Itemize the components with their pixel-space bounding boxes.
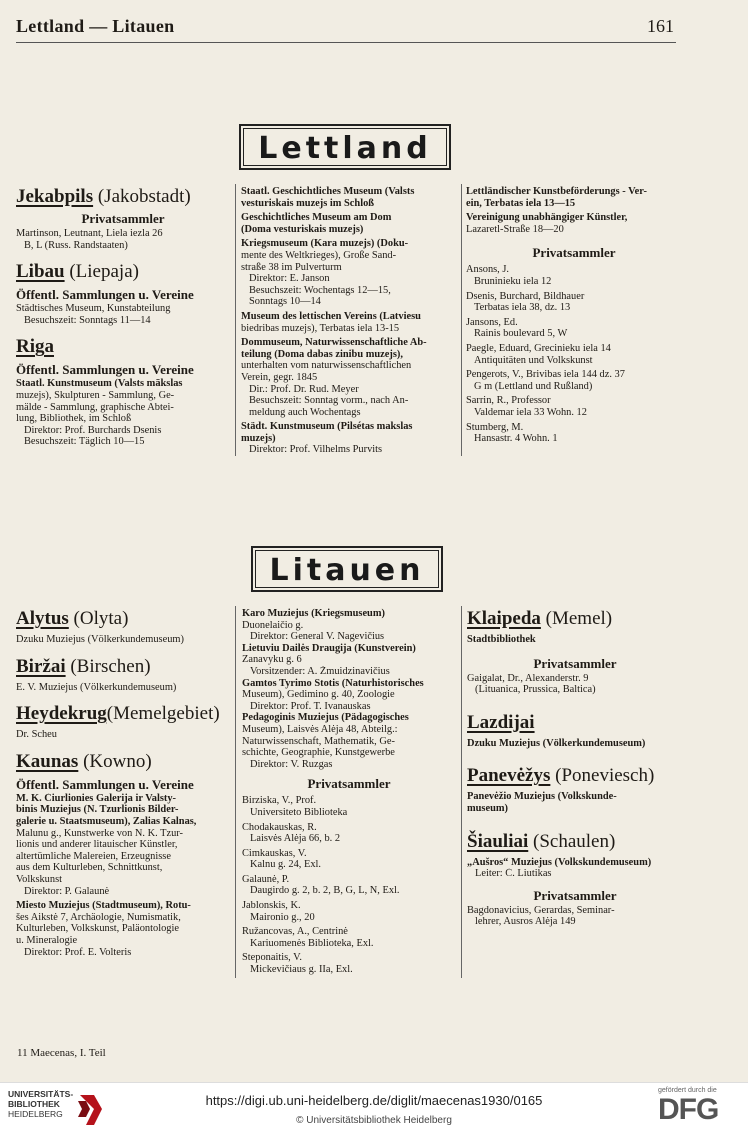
text-line: Vorsitzender: A. Žmuidzinavičius — [250, 665, 390, 677]
text-line: Dr. Scheu — [16, 729, 57, 741]
text-line: Universiteto Biblioteka — [250, 806, 348, 818]
text-line: Besuchszeit: Sonntag vorm., nach An- — [249, 395, 409, 407]
city-heading-panevezys: Panevėžys (Poneviesch) — [467, 765, 655, 787]
text-line: lionis und anderer litauischer Künstler, — [16, 839, 178, 851]
text-line: Jansons, Ed. — [466, 316, 518, 328]
text-line: altertümliche Malereien, Erzeugnisse — [16, 850, 171, 862]
text-line: Ansons, J. — [466, 264, 510, 276]
city-heading-lazdijai: Lazdijai — [467, 711, 535, 733]
column-divider — [235, 184, 236, 456]
text-line: Malunu g., Kunstwerke von N. K. Tzur- — [16, 827, 183, 839]
text-line: muzejs), Skulpturen - Sammlung, Ge- — [16, 389, 175, 401]
text-line: Dzuku Muziejus (Völkerkundemuseum) — [16, 634, 184, 645]
header-rule — [16, 42, 676, 43]
text-line: Städt. Kunstmuseum (Pilsétas makslas — [241, 421, 413, 433]
text-line: Hansastr. 4 Wohn. 1 — [474, 433, 558, 445]
page-number: 161 — [647, 16, 674, 36]
text-line: Besuchszeit: Sonntags 11—14 — [24, 314, 151, 326]
viewer-footer-bar — [0, 1082, 748, 1137]
text-line: Kariuomenės Biblioteka, Exl. — [250, 937, 374, 949]
text-line: Naturwissenschaft, Mathematik, Ge- — [242, 735, 395, 747]
text-line: G m (Lettland und Rußland) — [474, 380, 593, 392]
text-line: Karo Muziejus (Kriegsmuseum) — [242, 608, 385, 619]
text-line: Stumberg, M. — [466, 421, 524, 433]
text-line: B, L (Russ. Randstaaten) — [24, 239, 128, 251]
text-line: Dommuseum, Naturwissenschaftliche Ab- — [241, 337, 427, 349]
text-line: Bruninieku iela 12 — [474, 275, 552, 287]
logo-text-line: UNIVERSITÄTS- — [8, 1089, 74, 1099]
text-line: museum) — [467, 802, 508, 814]
text-line: mente des Weltkrieges), Große Sand- — [241, 249, 397, 261]
city-heading-klaipeda: Klaipeda (Memel) — [467, 608, 613, 629]
text-line: vesturiskais muzejs im Schloß — [241, 197, 375, 209]
text-line: Galaunė, P. — [242, 873, 290, 885]
text-line: Museum des lettischen Vereins (Latviesu — [241, 310, 421, 322]
text-line: mälde - Sammlung, graphische Abtei- — [16, 401, 174, 413]
text-line: Ružancovas, A., Centrinė — [242, 926, 348, 938]
subheading-sammlungen: Öffentl. Sammlungen u. Vereine — [16, 776, 194, 792]
text-line: Staatl. Kunstmuseum (Valsts mākslas — [16, 378, 183, 390]
text-line: Direktor: Prof. Vilhelms Purvits — [249, 444, 383, 456]
text-line: Jablonskis, K. — [242, 900, 301, 912]
text-line: Duonelaičio g. — [242, 619, 304, 631]
text-line: Leiter: Č. Liutikas — [475, 868, 552, 880]
text-line: E. V. Muziejus (Völkerkundemuseum) — [16, 681, 177, 693]
text-line: ein, Terbatas iela 13—15 — [466, 197, 576, 209]
text-line: Museum), Laisvės Alėja 48, Abteilg.: — [242, 723, 398, 735]
text-line: Dsenis, Burchard, Bildhauer — [466, 290, 585, 302]
text-line: Martinson, Leutnant, Liela iezla 26 — [16, 228, 163, 239]
text-line: Lietuviu Dailės Draugija (Kunstverein) — [242, 642, 416, 654]
text-line: Chodakauskas, R. — [242, 821, 317, 833]
text-line: Bagdonavicius, Gerardas, Seminar- — [467, 904, 615, 916]
logo-text-line: HEIDELBERG — [8, 1109, 63, 1119]
text-line: Kalnu g. 24, Exl. — [250, 859, 321, 871]
section-title-lettland — [239, 124, 451, 170]
text-line: Gamtos Tyrimo Stotis (Naturhistorisches — [242, 677, 424, 689]
city-heading-jekabpils: Jekabpils (Jakobstadt) — [16, 186, 191, 207]
text-line: Museum), Gedimino g. 40, Zoologie — [242, 689, 395, 701]
text-line: Gaigalat, Dr., Alexanderstr. 9 — [467, 672, 589, 684]
text-line: Zanavyku g. 6 — [242, 654, 302, 666]
text-line: Geschichtliches Museum am Dom — [241, 212, 392, 224]
subheading-privatsammler: Privatsammler — [307, 776, 391, 792]
text-line: galerie u. Staatsmuseum), Zalias Kalnas, — [16, 815, 197, 827]
text-line: Direktor: V. Ruzgas — [250, 758, 333, 770]
column-divider — [235, 606, 236, 978]
dfg-wordmark: DFG — [658, 1093, 719, 1126]
text-line: schichte, Geographie, Kunstgewerbe — [242, 747, 395, 759]
text-line: Volkskunst — [16, 873, 63, 885]
signature-note: 11 Maecenas, I. Teil — [17, 1047, 106, 1059]
text-line: „Aušros“ Muziejus (Volkskundemuseum) — [467, 856, 652, 868]
city-heading-alytus: Alytus (Olyta) — [16, 608, 129, 629]
litauen-column-2 — [242, 608, 456, 976]
text-line: Direktor: P. Galaunė — [24, 885, 110, 897]
text-line: Antiquitäten und Volkskunst — [474, 354, 593, 366]
text-line: Dzuku Muziejus (Völkerkundemuseum) — [467, 737, 646, 749]
city-heading-kaunas: Kaunas (Kowno) — [16, 750, 152, 772]
text-line: Kulturleben, Volkskunst, Paläontologie — [16, 923, 179, 935]
text-line: Cimkauskas, V. — [242, 847, 307, 859]
text-line: Direktor: Prof. Burchards Dsenis — [24, 424, 162, 436]
text-line: lung, Bibliothek, im Schloß — [16, 413, 132, 425]
section-title-litauen — [251, 546, 443, 592]
text-line: Maironio g., 20 — [250, 911, 315, 923]
text-line: Sonntags 10—14 — [249, 296, 321, 308]
subheading-privatsammler: Privatsammler — [533, 887, 617, 903]
text-line: aus dem Kulturleben, Schnittkunst, — [16, 862, 163, 874]
lettland-column-2 — [241, 186, 457, 456]
text-line: Laisvės Alėja 66, b. 2 — [250, 833, 341, 845]
page-url-link[interactable]: https://digi.ub.uni-heidelberg.de/diglit/maecenas1930/0165 — [205, 1093, 543, 1108]
text-line: Verein, gegr. 1845 — [241, 371, 318, 383]
section-title-lettland-text: Lettland — [243, 128, 447, 166]
text-line: muzejs) — [241, 432, 276, 444]
text-line: teilung (Doma dabas zinibu muzejs), — [241, 348, 403, 360]
column-divider — [461, 184, 462, 456]
subheading-sammlungen: Öffentl. Sammlungen u. Vereine — [16, 362, 194, 378]
text-line: Panevėžio Muziejus (Volkskunde- — [467, 791, 617, 803]
subheading-privatsammler: Privatsammler — [532, 245, 616, 261]
text-line: Daugirdo g. 2, b. 2, B, G, L, N, Exl. — [250, 885, 400, 897]
text-line: Stadtbibliothek — [467, 634, 536, 645]
text-line: Besuchszeit: Täglich 10—15 — [24, 436, 145, 448]
text-line: M. K. Čiurlionies Galerija ir Valsty- — [16, 792, 176, 804]
lettland-column-3 — [466, 186, 682, 445]
text-line: u. Mineralogie — [16, 934, 78, 946]
subheading-privatsammler: Privatsammler — [81, 211, 165, 226]
subheading-sammlungen: Öffentl. Sammlungen u. Vereine — [16, 287, 194, 303]
text-line: Staatl. Geschichtliches Museum (Valsts — [241, 186, 415, 197]
text-line: lehrer, Ausros Alėja 149 — [475, 916, 576, 928]
section-title-litauen-text: Litauen — [255, 550, 439, 588]
text-line: Kriegsmuseum (Kara muzejs) (Doku- — [241, 238, 409, 250]
text-line: šes Aikstė 7, Archäologie, Numismatik, — [16, 911, 181, 923]
dfg-caption: gefördert durch die — [658, 1087, 717, 1094]
text-line: Direktor: E. Janson — [249, 273, 330, 285]
city-heading-riga: Riga — [16, 336, 54, 358]
text-line: Miesto Muziejus (Stadtmuseum), Rotu- — [16, 900, 191, 912]
text-line: Birziska, V., Prof. — [242, 795, 317, 807]
text-line: biedribas muzejs), Terbatas iela 13-15 — [241, 322, 400, 334]
text-line: (Lituanica, Prussica, Baltica) — [475, 684, 596, 696]
text-line: Direktor: Prof. E. Volteris — [24, 946, 132, 958]
text-line: Dir.: Prof. Dr. Rud. Meyer — [249, 383, 359, 395]
logo-text-line: BIBLIOTHEK — [8, 1099, 60, 1109]
text-line: Vereinigung unabhängiger Künstler, — [466, 212, 628, 224]
text-line: Valdemar iela 33 Wohn. 12 — [474, 406, 587, 418]
text-line: Lettländischer Kunstbeförderungs - Ver- — [466, 186, 647, 197]
litauen-column-3 — [467, 606, 683, 928]
text-line: Pengerots, V., Brivibas iela 144 dz. 37 — [466, 369, 625, 381]
text-line: Rainis boulevard 5, W — [474, 328, 568, 340]
text-line: Direktor: Prof. T. Ivanauskas — [250, 700, 371, 712]
text-line: unterhalten vom naturwissenschaftlichen — [241, 360, 412, 372]
text-line: (Doma vesturiskais muzejs) — [241, 223, 364, 235]
text-line: straße 38 im Pulverturm — [241, 261, 342, 273]
subheading-privatsammler: Privatsammler — [533, 655, 617, 671]
city-heading-siauliai: Šiauliai (Schaulen) — [467, 830, 616, 852]
column-divider — [461, 606, 462, 978]
text-line: binis Muziejus (N. Tzurlionis Bilder- — [16, 804, 179, 816]
city-heading-libau: Libau (Liepaja) — [16, 261, 139, 283]
text-line: Sarrin, R., Professor — [466, 395, 551, 407]
text-line: Pedagoginis Muziejus (Pädagogisches — [242, 712, 409, 724]
lettland-column-1 — [16, 184, 230, 448]
copyright-text: © Universitätsbibliothek Heidelberg — [296, 1115, 452, 1126]
text-line: Mickevičiaus g. IIa, Exl. — [250, 964, 353, 976]
text-line: Besuchszeit: Wochentags 12—15, — [249, 284, 391, 296]
text-line: Steponaitis, V. — [242, 952, 302, 964]
litauen-column-1 — [16, 606, 232, 958]
dfg-logo[interactable] — [658, 1087, 738, 1133]
text-line: Städtisches Museum, Kunstabteilung — [16, 303, 171, 315]
running-header-title: Lettland — Litauen — [16, 16, 175, 36]
city-heading-heydekrug: Heydekrug(Memelgebiet) — [16, 703, 220, 725]
text-line: meldung auch Wochentags — [249, 406, 361, 418]
city-heading-birzai: Biržai (Birschen) — [16, 655, 151, 677]
text-line: Lazaretl-Straße 18—20 — [466, 223, 564, 235]
text-line: Direktor: General V. Nagevičius — [250, 631, 385, 643]
text-line: Terbatas iela 38, dz. 13 — [474, 302, 571, 314]
text-line: Paegle, Eduard, Grecinieku iela 14 — [466, 342, 611, 354]
